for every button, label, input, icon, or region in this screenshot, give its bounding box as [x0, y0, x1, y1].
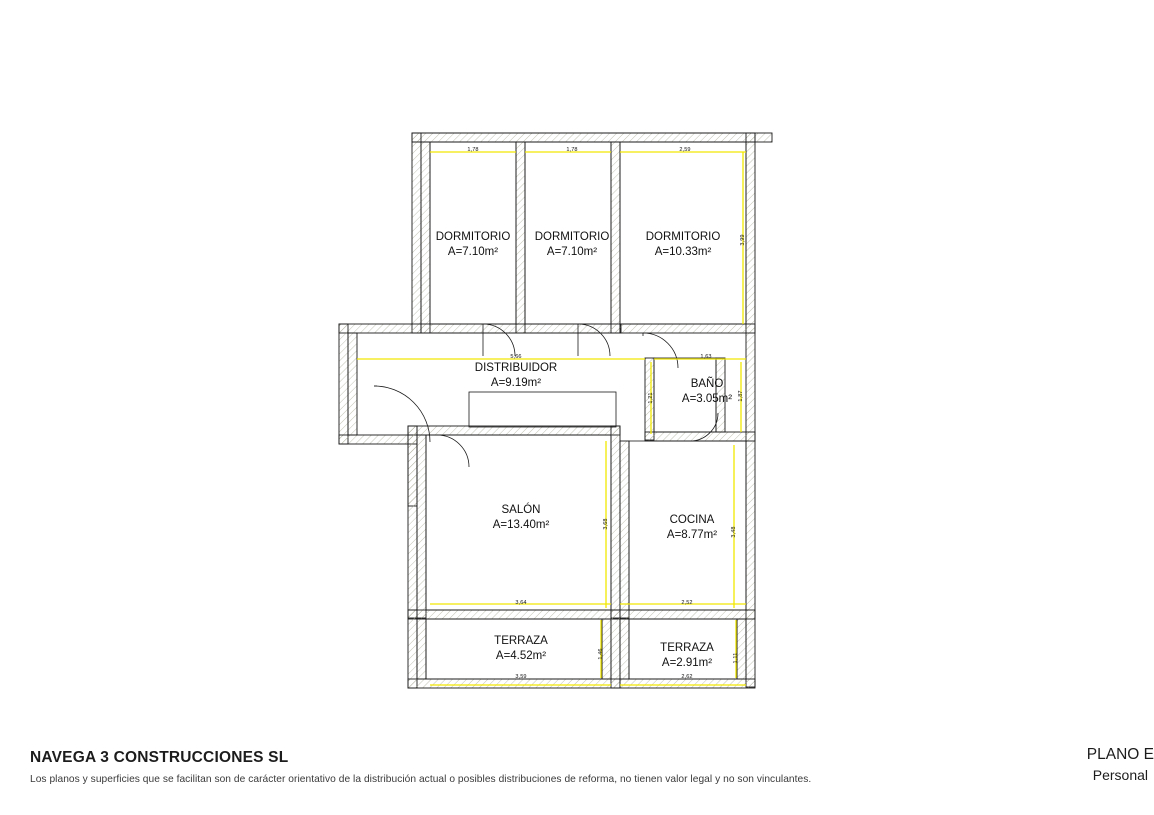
- room-area: A=7.10m²: [447, 246, 499, 258]
- room-label: [493, 503, 550, 533]
- dimension-value: 3,99: [740, 234, 746, 246]
- dimension-value: 5,66: [510, 354, 522, 360]
- plan-type: Personal: [1092, 767, 1149, 784]
- footer: [30, 749, 1124, 785]
- room-name: DORMITORIO: [645, 230, 721, 243]
- room-area: A=10.33m²: [654, 246, 712, 258]
- room-label: [535, 230, 610, 260]
- company-name: NAVEGA 3 CONSTRUCCIONES SL: [30, 749, 289, 766]
- dimension-value: 2,52: [681, 600, 693, 606]
- room-label: [660, 641, 714, 671]
- room-label: [682, 377, 732, 407]
- room-area: A=7.10m²: [546, 246, 598, 258]
- dimension-value: 2,62: [681, 674, 693, 680]
- room-name: DORMITORIO: [534, 230, 610, 243]
- dimension-value: 1,21: [648, 392, 654, 404]
- dimension-value: 1,46: [598, 648, 604, 660]
- room-area: A=3.05m²: [681, 393, 733, 405]
- dimension-value: 3,64: [515, 600, 527, 606]
- dimension-value: 1,87: [738, 390, 744, 402]
- dimension-value: 1,63: [700, 354, 712, 360]
- room-area: A=13.40m²: [492, 519, 550, 531]
- room-label: [646, 230, 721, 260]
- room-name: TERRAZA: [660, 641, 714, 654]
- room-name: COCINA: [669, 513, 715, 526]
- disclaimer-text: Los planos y superficies que se facilitan son de carácter orientativo de la distribución actual o posibles distribuciones de reforma, no tienen valor legal y no son vinculantes.: [30, 774, 812, 785]
- room-area: A=4.52m²: [495, 650, 547, 662]
- wall-hatch-group: [339, 133, 772, 688]
- dimension-value: 3,48: [731, 526, 737, 538]
- plan-identifier: [1087, 745, 1154, 785]
- dimension-value: 2,59: [679, 147, 691, 153]
- dimension-value: 1,78: [467, 147, 479, 153]
- room-area: A=2.91m²: [661, 657, 713, 669]
- room-name: BAÑO: [690, 377, 724, 390]
- room-name: DORMITORIO: [435, 230, 511, 243]
- room-label: [667, 513, 717, 543]
- dimension-value: 1,78: [566, 147, 578, 153]
- room-label: [494, 634, 548, 664]
- dimension-value: 3,59: [515, 674, 527, 680]
- room-name: SALÓN: [501, 503, 541, 516]
- plan-code: PLANO E: [1086, 746, 1154, 764]
- room-name: TERRAZA: [494, 634, 548, 647]
- dimension-value: 3,68: [603, 518, 609, 530]
- room-area: A=8.77m²: [666, 529, 718, 541]
- room-label: [436, 230, 511, 260]
- room-label: [475, 361, 557, 391]
- dimension-value: 1,11: [733, 652, 739, 664]
- room-area: A=9.19m²: [490, 377, 542, 389]
- room-name: DISTRIBUIDOR: [474, 361, 558, 374]
